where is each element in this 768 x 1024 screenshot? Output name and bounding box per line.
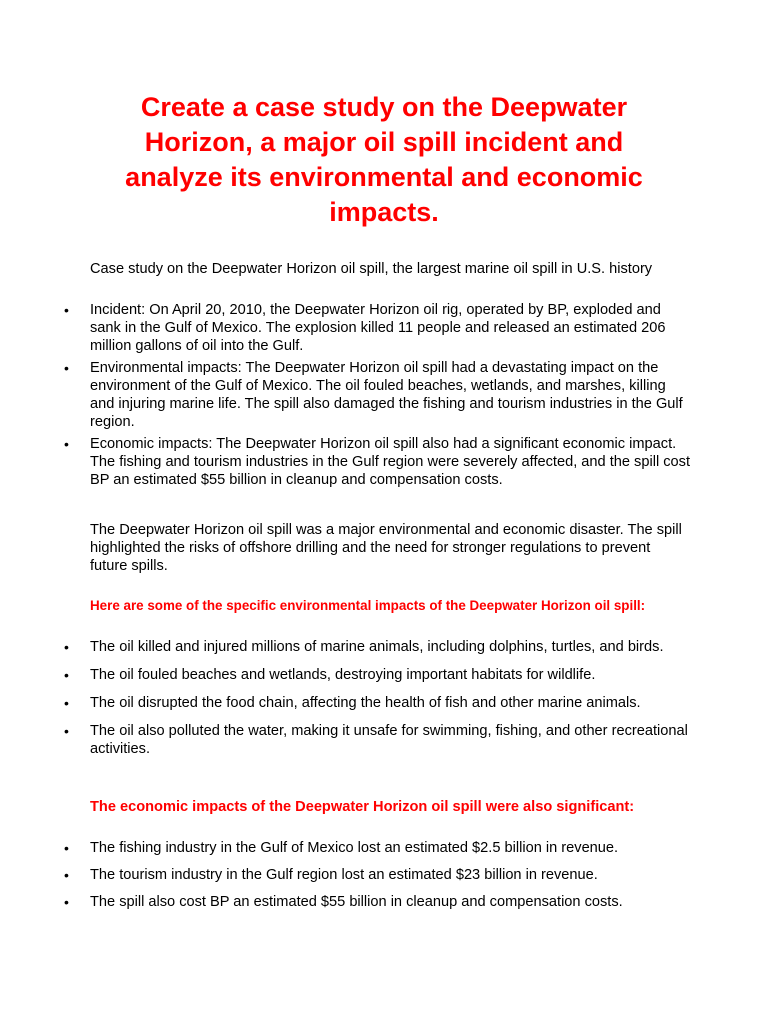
list-item xyxy=(0,666,690,684)
economic-impacts-heading: The economic impacts of the Deepwater Horizon oil spill were also significant: xyxy=(90,799,635,815)
list-item-text: Economic impacts: The Deepwater Horizon oil spill also had a significant economic impact. The fishing and tourism industries in the Gulf region were severely affected, and the spill cost BP an estimated $55 billion in cleanup and compensation costs. xyxy=(90,436,691,488)
list-item xyxy=(0,893,690,911)
list-item xyxy=(0,359,690,431)
bullet-icon: • xyxy=(64,639,69,655)
list-item xyxy=(0,839,690,857)
list-item xyxy=(0,638,690,656)
bullet-icon: • xyxy=(64,436,69,452)
bullet-icon: • xyxy=(64,867,69,883)
bullet-icon: • xyxy=(64,360,69,376)
environmental-impacts-heading: Here are some of the specific environmental impacts of the Deepwater Horizon oil spill: xyxy=(90,598,646,613)
list-item xyxy=(0,435,690,489)
list-item-text: The tourism industry in the Gulf region lost an estimated $23 billion in revenue. xyxy=(90,867,598,883)
list-item xyxy=(0,866,690,884)
list-item xyxy=(0,694,690,712)
overview-list xyxy=(0,301,768,489)
list-item-text: The oil killed and injured millions of marine animals, including dolphins, turtles, and birds. xyxy=(90,639,664,655)
economic-impacts-list xyxy=(0,839,768,911)
list-item-text: Incident: On April 20, 2010, the Deepwater Horizon oil rig, operated by BP, exploded and sank in the Gulf of Mexico. The explosion killed 11 people and released an estimated 206 million gallons of oil into the Gulf. xyxy=(90,302,666,354)
bullet-icon: • xyxy=(64,840,69,856)
document-title: Create a case study on the Deepwater Horizon, a major oil spill incident and analyze its environmental and economic impacts. xyxy=(125,92,643,227)
bullet-icon: • xyxy=(64,695,69,711)
list-item-text: The oil also polluted the water, making it unsafe for swimming, fishing, and other recreational activities. xyxy=(90,723,688,757)
bullet-icon: • xyxy=(64,667,69,683)
list-item-text: The spill also cost BP an estimated $55 billion in cleanup and compensation costs. xyxy=(90,894,623,910)
intro-paragraph: Case study on the Deepwater Horizon oil spill, the largest marine oil spill in U.S. history xyxy=(90,261,653,277)
bullet-icon: • xyxy=(64,302,69,318)
list-item-text: The oil disrupted the food chain, affecting the health of fish and other marine animals. xyxy=(90,695,641,711)
list-item xyxy=(0,301,690,355)
list-item-text: The fishing industry in the Gulf of Mexico lost an estimated $2.5 billion in revenue. xyxy=(90,840,619,856)
list-item-text: The oil fouled beaches and wetlands, destroying important habitats for wildlife. xyxy=(90,667,596,683)
list-item xyxy=(0,722,690,758)
summary-paragraph: The Deepwater Horizon oil spill was a major environmental and economic disaster. The spill highlighted the risks of offshore drilling and the need for stronger regulations to prevent future spills. xyxy=(90,522,682,574)
list-item-text: Environmental impacts: The Deepwater Horizon oil spill had a devastating impact on the environment of the Gulf of Mexico. The oil fouled beaches, wetlands, and marshes, killing and injuring marine life. The spill also damaged the fishing and tourism industries in the Gulf region. xyxy=(90,360,683,430)
bullet-icon: • xyxy=(64,723,69,739)
bullet-icon: • xyxy=(64,894,69,910)
environmental-impacts-list xyxy=(0,638,768,758)
